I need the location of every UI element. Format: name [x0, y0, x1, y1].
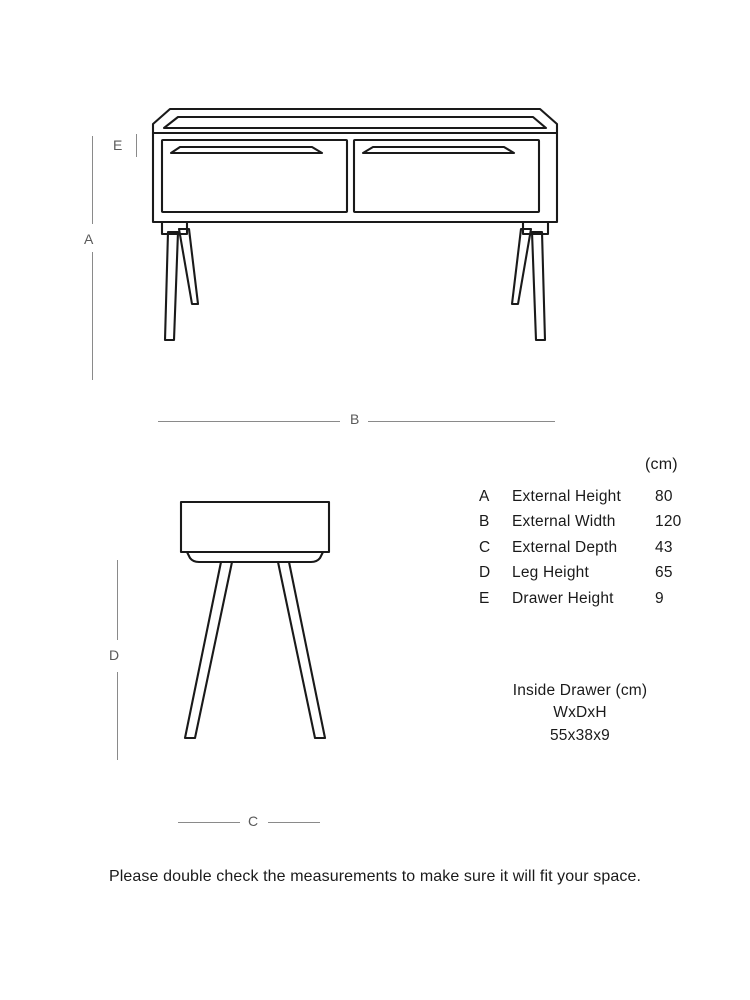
side-base-plate [187, 552, 323, 562]
leg-front-left [165, 232, 178, 340]
spec-label: External Width [512, 513, 616, 531]
dimension-line-b-right [368, 421, 555, 422]
spec-label: External Depth [512, 538, 618, 556]
spec-value: 9 [655, 589, 664, 607]
side-view-drawing [165, 490, 345, 775]
desk-top-inner-surface [164, 117, 546, 128]
side-carcass [181, 502, 329, 552]
dimension-label-c: C [248, 813, 259, 829]
dimension-line-d-upper [117, 560, 118, 640]
side-leg-right [278, 562, 325, 738]
spec-label: External Height [512, 488, 621, 505]
desk-top-outer [153, 109, 557, 133]
spec-key: E [479, 589, 490, 607]
dimension-label-a: A [84, 231, 94, 247]
dimension-line-a-upper [92, 136, 93, 224]
spec-value: 80 [655, 488, 673, 505]
leg-rear-right [512, 229, 531, 304]
leg-rear-left [179, 229, 198, 304]
inside-drawer-note [455, 680, 705, 747]
disclaimer-text: Please double check the measurements to make sure it will fit your space. [109, 868, 641, 885]
dimension-label-b: B [350, 411, 360, 427]
side-leg-left [185, 562, 232, 738]
spec-label: Drawer Height [512, 589, 614, 607]
dimension-line-c-left [178, 822, 240, 823]
dimension-line-a-lower [92, 252, 93, 380]
spec-unit-header: (cm) [645, 456, 678, 473]
dimension-label-d: D [109, 647, 120, 663]
dimension-line-d-lower [117, 672, 118, 760]
spec-value: 120 [655, 513, 682, 531]
spec-value: 43 [655, 538, 673, 556]
inside-drawer-value: 55x38x9 [549, 726, 610, 744]
table-row [479, 589, 681, 614]
dimension-line-c-right [268, 822, 320, 823]
drawer-pull-left [171, 147, 322, 153]
dimension-label-e: E [113, 137, 123, 153]
front-view-drawing [140, 92, 570, 397]
inside-drawer-title: Inside Drawer (cm) [512, 682, 648, 699]
leg-front-right [532, 232, 545, 340]
table-row [479, 538, 681, 563]
spec-label: Leg Height [512, 564, 589, 582]
dimension-line-b-left [158, 421, 340, 422]
spec-key: D [479, 564, 491, 582]
spec-key: A [479, 488, 490, 505]
table-row [479, 512, 681, 537]
specification-table [479, 487, 681, 614]
spec-key: C [479, 538, 491, 556]
spec-key: B [479, 513, 490, 531]
spec-value: 65 [655, 564, 673, 582]
dimension-line-e [136, 134, 137, 157]
table-row [479, 487, 681, 512]
drawer-pull-right [363, 147, 514, 153]
inside-drawer-axes: WxDxH [553, 704, 607, 722]
table-row [479, 563, 681, 588]
